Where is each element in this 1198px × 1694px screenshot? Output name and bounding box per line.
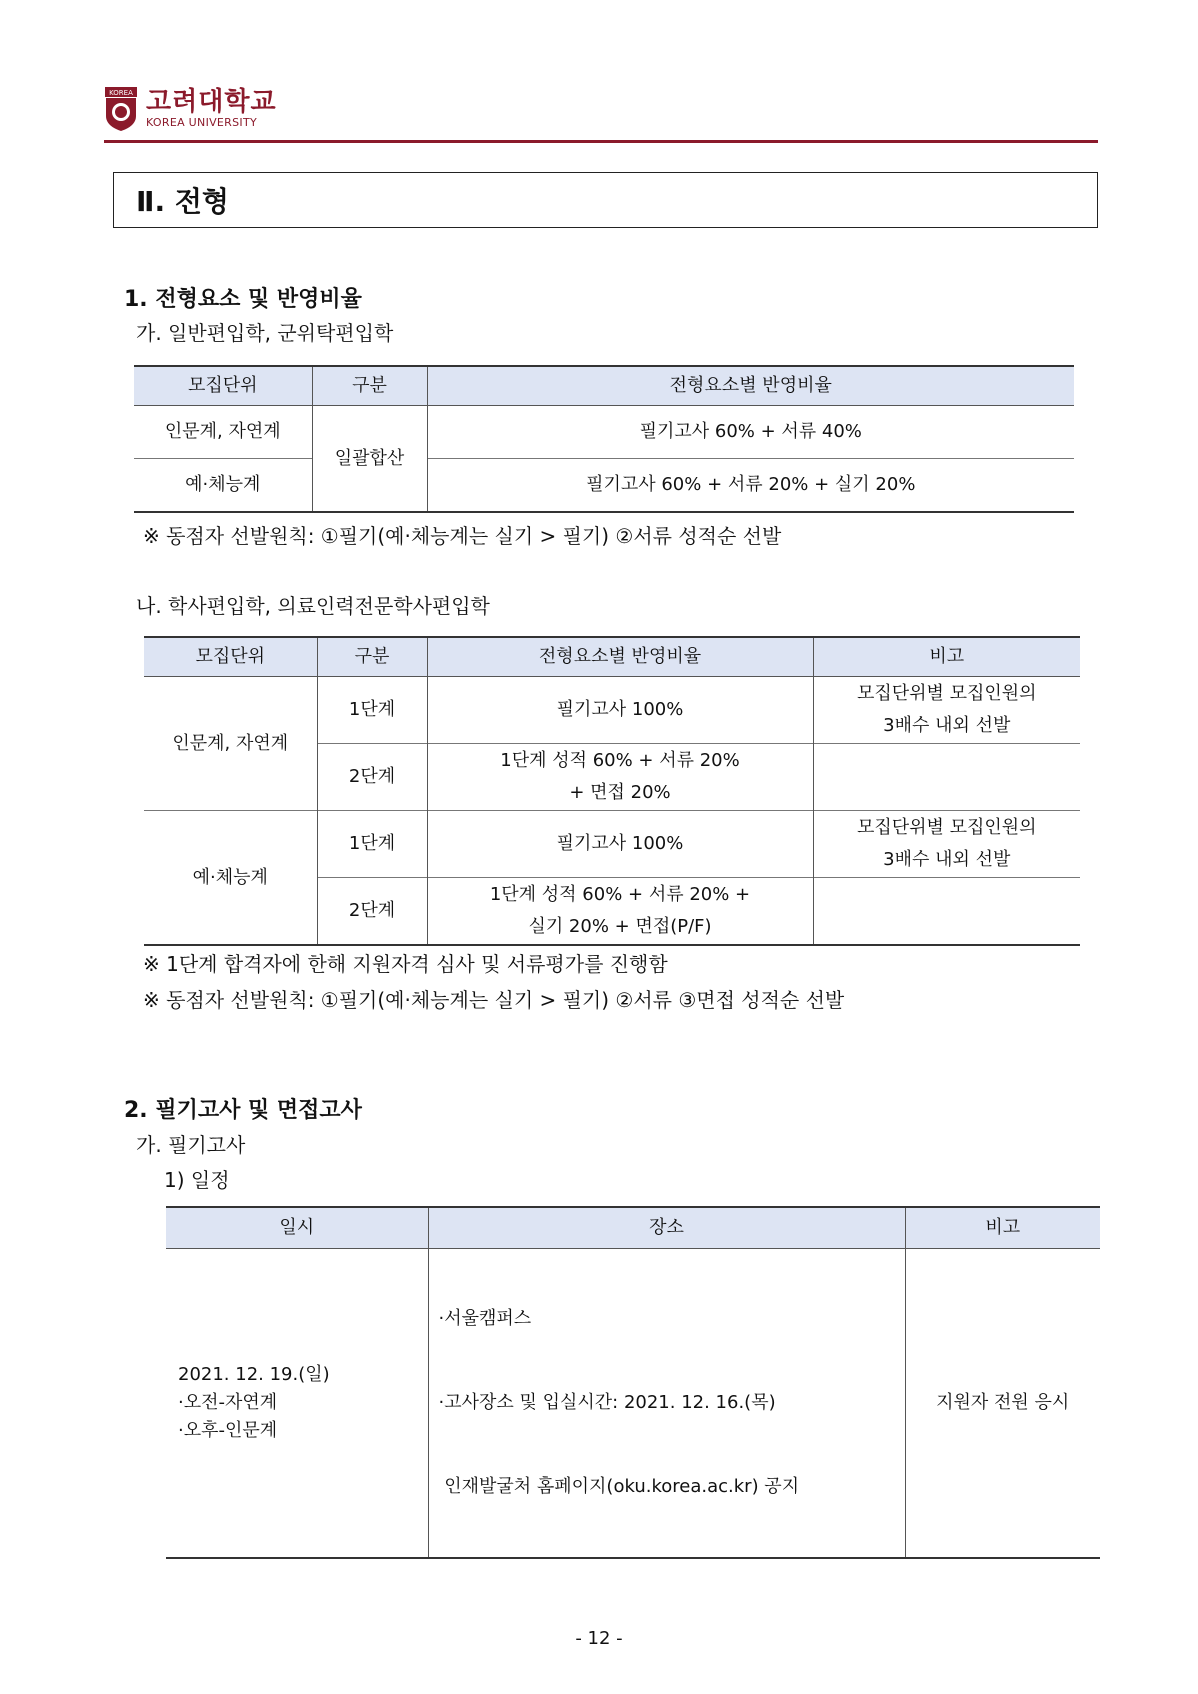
remark-cell [813, 744, 1080, 811]
header-cell: 모집단위 [134, 366, 312, 406]
table-row [144, 811, 1080, 878]
header-cell: 비고 [905, 1207, 1100, 1249]
date-line: ·오후-인문계 [178, 1420, 278, 1441]
university-logo [104, 86, 277, 132]
remark-cell: 지원자 전원 응시 [905, 1249, 1100, 1559]
stage-note: ※ 1단계 합격자에 한해 지원자격 심사 및 서류평가를 진행함 [143, 952, 668, 976]
section1-subB-title: 나. 학사편입학, 의료인력전문학사편입학 [136, 594, 490, 618]
unit-cell: 인문계, 자연계 [172, 732, 289, 754]
place-line: 인재발굴처 홈페이지(oku.korea.ac.kr) 공지 [438, 1476, 800, 1497]
header-cell: 일시 [166, 1207, 428, 1249]
stage-cell: 1단계 [317, 811, 427, 878]
section2-subA-title: 가. 필기고사 [136, 1133, 246, 1157]
table-header-row [166, 1207, 1100, 1249]
header-cell: 구분 [317, 637, 427, 677]
place-line: ·서울캠퍼스 [438, 1308, 532, 1329]
ratio-line: + 면접 20% [569, 782, 671, 803]
chapter-title-box [113, 172, 1098, 228]
date-line: ·오전-자연계 [178, 1392, 278, 1413]
ratio-cell: 필기고사 60% + 서류 20% + 실기 20% [427, 459, 1074, 513]
table-row [144, 677, 1080, 744]
table-header-row [134, 366, 1074, 406]
remark-line: 모집단위별 모집인원의 [856, 683, 1037, 704]
tiebreak-note-general: ※ 동점자 선발원칙: ①필기(예·체능계는 실기 > 필기) ②서류 성적순 선발 [143, 524, 782, 548]
remark-line: 3배수 내외 선발 [883, 715, 1011, 736]
type-cell: 일괄합산 [312, 406, 427, 513]
svg-text:KOREA: KOREA [109, 89, 133, 97]
selection-ratio-table-bachelor [144, 636, 1080, 946]
remark-cell [813, 677, 1080, 744]
table-row [134, 406, 1074, 459]
logo-english-text: KOREA UNIVERSITY [146, 116, 257, 129]
ratio-cell [427, 811, 813, 878]
section1-subA-title: 가. 일반편입학, 군위탁편입학 [136, 321, 394, 345]
remark-cell [813, 811, 1080, 878]
table-row [166, 1249, 1100, 1559]
place-line: ·고사장소 및 입실시간: 2021. 12. 16.(목) [438, 1392, 776, 1413]
header-cell: 모집단위 [144, 637, 317, 677]
remark-line: 3배수 내외 선발 [883, 849, 1011, 870]
ratio-line: 1단계 성적 60% + 서류 20% + [489, 884, 751, 905]
unit-cell: 예·체능계 [144, 811, 317, 946]
schedule-title: 1) 일정 [164, 1168, 230, 1192]
university-seal-icon [104, 86, 138, 132]
ratio-cell [427, 744, 813, 811]
place-cell [428, 1249, 905, 1559]
header-cell: 비고 [813, 637, 1080, 677]
selection-ratio-table-general [134, 365, 1074, 513]
table-header-row [144, 637, 1080, 677]
tiebreak-note-bachelor: ※ 동점자 선발원칙: ①필기(예·체능계는 실기 > 필기) ②서류 ③면접 성적순 선발 [143, 988, 845, 1012]
unit-cell: 인문계, 자연계 [164, 421, 281, 442]
section1-title: 1. 전형요소 및 반영비율 [124, 287, 362, 312]
section2-title: 2. 필기고사 및 면접고사 [124, 1098, 362, 1123]
header-rule [104, 140, 1098, 143]
ratio-line: 1단계 성적 60% + 서류 20% [500, 750, 740, 771]
stage-cell: 2단계 [317, 744, 427, 811]
stage-cell: 1단계 [317, 677, 427, 744]
written-exam-schedule-table [166, 1206, 1100, 1559]
logo-korean-text: 고려대학교 [146, 87, 277, 117]
header-cell: 장소 [428, 1207, 905, 1249]
ratio-line: 실기 20% + 면접(P/F) [528, 916, 712, 937]
ratio-cell: 필기고사 60% + 서류 40% [427, 406, 1074, 459]
header-cell: 구분 [312, 366, 427, 406]
remark-cell [813, 878, 1080, 946]
remark-line: 모집단위별 모집인원의 [856, 817, 1037, 838]
page-number: - 12 - [575, 1628, 623, 1649]
ratio-text: 필기고사 100% [556, 833, 684, 854]
date-cell [166, 1249, 428, 1559]
chapter-title: Ⅱ. 전형 [136, 185, 229, 218]
header-cell: 전형요소별 반영비율 [427, 637, 813, 677]
ratio-text: 필기고사 100% [556, 699, 684, 720]
date-line: 2021. 12. 19.(일) [178, 1364, 330, 1385]
table-row [134, 459, 1074, 513]
header-cell: 전형요소별 반영비율 [427, 366, 1074, 406]
ratio-cell [427, 878, 813, 946]
ratio-cell [427, 677, 813, 744]
stage-cell: 2단계 [317, 878, 427, 946]
unit-cell: 예·체능계 [134, 459, 312, 513]
